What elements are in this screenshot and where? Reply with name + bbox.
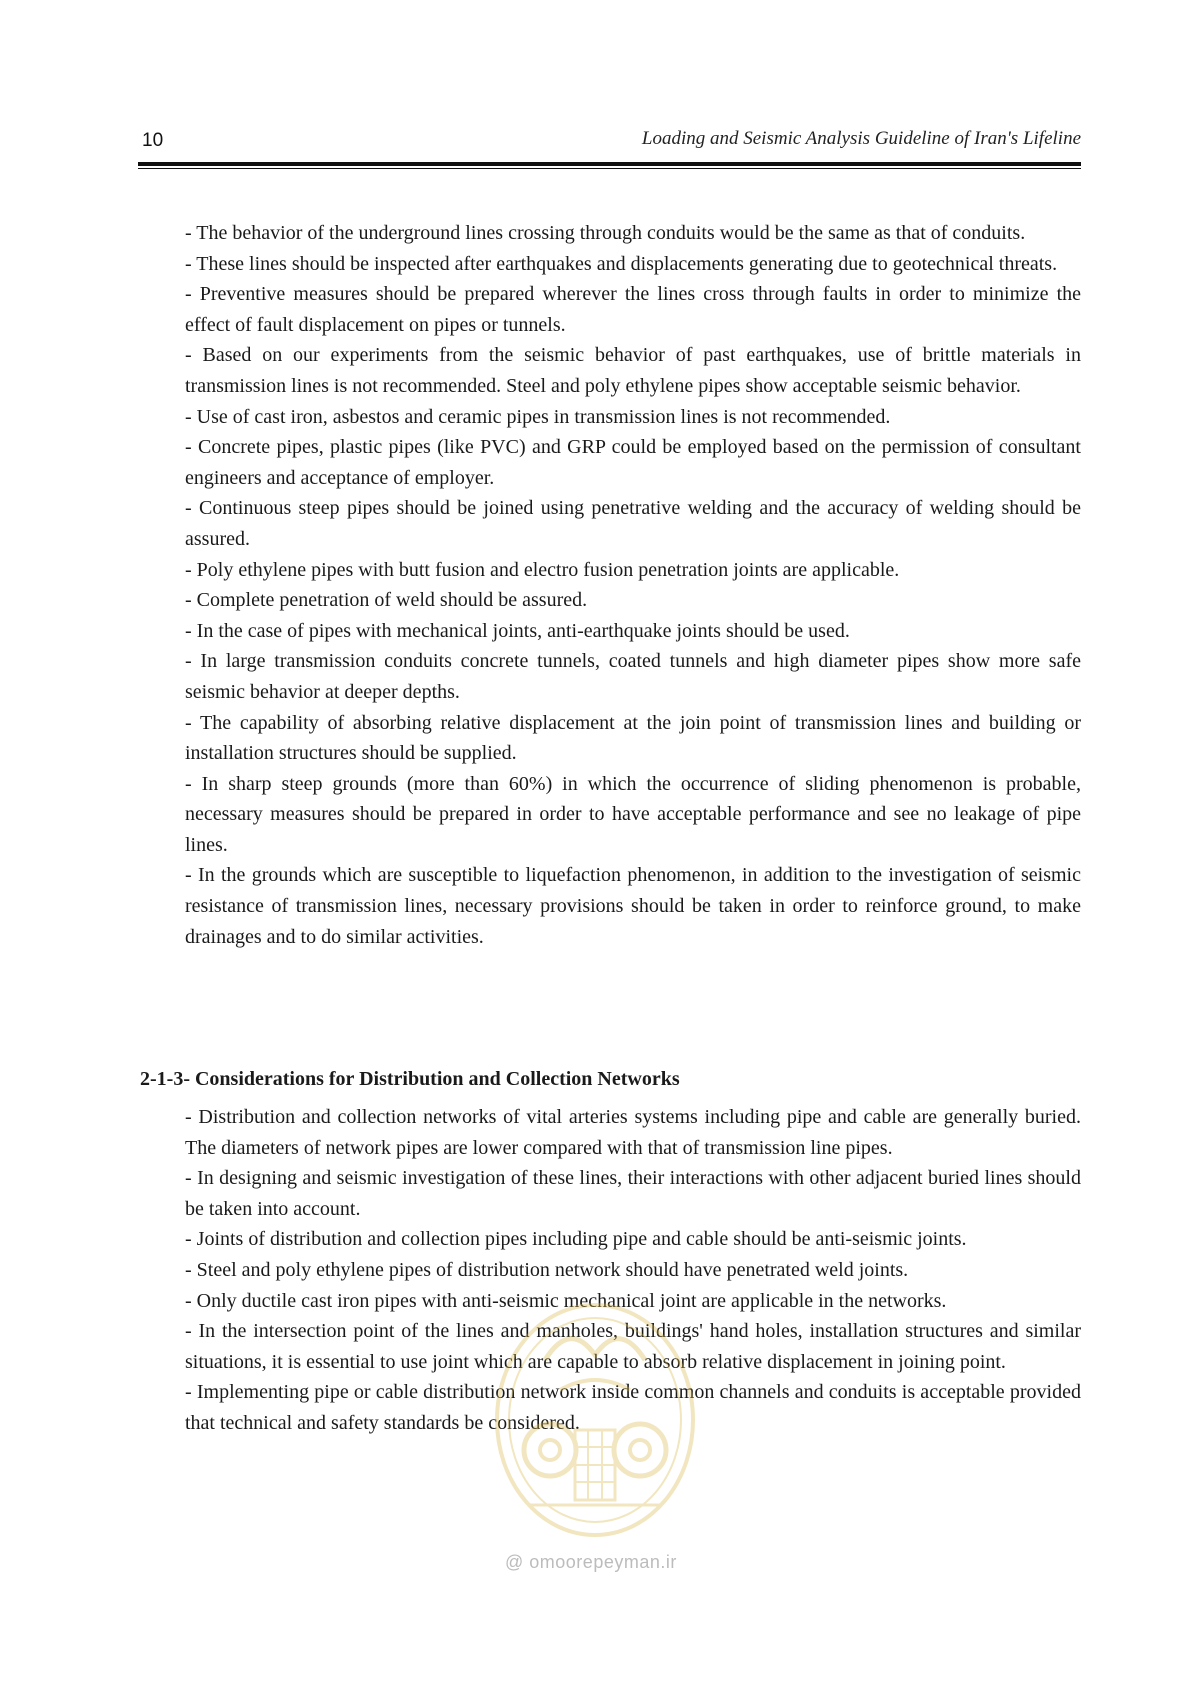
list-item: - In sharp steep grounds (more than 60%) in which the occurrence of sliding phenomenon is probable, necessary measures should be prepared in order to have acceptable performance and see no leakage of pipe lines. [185, 772, 1081, 856]
header-rule-thick [138, 162, 1081, 166]
page-number: 10 [142, 130, 164, 151]
list-item: - Continuous steep pipes should be joined using penetrative welding and the accuracy of welding should be assured. [185, 497, 1081, 550]
distribution-recommendations-list [185, 1102, 1081, 1439]
list-item: - In designing and seismic investigation of these lines, their interactions with other adjacent buried lines should be taken into account. [185, 1167, 1081, 1220]
list-item: - These lines should be inspected after earthquakes and displacements generating due to geotechnical threats. [185, 252, 1058, 275]
list-item: - The behavior of the underground lines crossing through conduits would be the same as that of conduits. [185, 222, 1026, 244]
list-item: - In large transmission conduits concrete tunnels, coated tunnels and high diameter pipes show more safe seismic behavior at deeper depths. [185, 650, 1081, 703]
list-item: - Based on our experiments from the seismic behavior of past earthquakes, use of brittle materials in transmission lines is not recommended. Steel and poly ethylene pipes show acceptable seismic behavior. [185, 344, 1081, 397]
running-header-title: Loading and Seismic Analysis Guideline of Iran's Lifeline [641, 128, 1081, 149]
list-item: - In the intersection point of the lines and manholes, buildings' hand holes, installation structures and similar situations, it is essential to use joint which are capable to absorb relative displacement in joining point. [185, 1320, 1081, 1373]
list-item: - Distribution and collection networks of vital arteries systems including pipe and cable are generally buried. The diameters of network pipes are lower compared with that of transmission line pipes. [185, 1106, 1081, 1159]
header-rule-thin [138, 168, 1081, 169]
list-item: - Complete penetration of weld should be assured. [185, 589, 588, 612]
list-item: - Poly ethylene pipes with butt fusion and electro fusion penetration joints are applicable. [185, 558, 900, 581]
list-item: - Concrete pipes, plastic pipes (like PVC) and GRP could be employed based on the permission of consultant engineers and acceptance of employer. [185, 436, 1081, 489]
list-item: - Preventive measures should be prepared wherever the lines cross through faults in order to minimize the effect of fault displacement on pipes or tunnels. [185, 283, 1081, 336]
list-item: - Use of cast iron, asbestos and ceramic pipes in transmission lines is not recommended. [185, 405, 891, 428]
list-item: - The capability of absorbing relative displacement at the join point of transmission lines and building or installation structures should be supplied. [185, 711, 1081, 765]
list-item: - In the case of pipes with mechanical joints, anti-earthquake joints should be used. [185, 619, 850, 642]
list-item: - Joints of distribution and collection pipes including pipe and cable should be anti-seismic joints. [185, 1228, 967, 1251]
transmission-recommendations-list [185, 218, 1081, 952]
watermark-url: @ omoorepeyman.ir [505, 1552, 677, 1572]
list-item: - Steel and poly ethylene pipes of distribution network should have penetrated weld joints. [185, 1258, 909, 1281]
section-heading: 2-1-3- Considerations for Distribution and Collection Networks [140, 1068, 680, 1090]
list-item: - In the grounds which are susceptible to liquefaction phenomenon, in addition to the investigation of seismic resistance of transmission lines, necessary provisions should be taken in order to reinforce ground, to make drainages and to do similar activities. [185, 864, 1081, 948]
list-item: - Only ductile cast iron pipes with anti-seismic mechanical joint are applicable in the networks. [185, 1289, 947, 1312]
list-item: - Implementing pipe or cable distribution network inside common channels and conduits is acceptable provided that technical and safety standards be considered. [185, 1381, 1081, 1434]
